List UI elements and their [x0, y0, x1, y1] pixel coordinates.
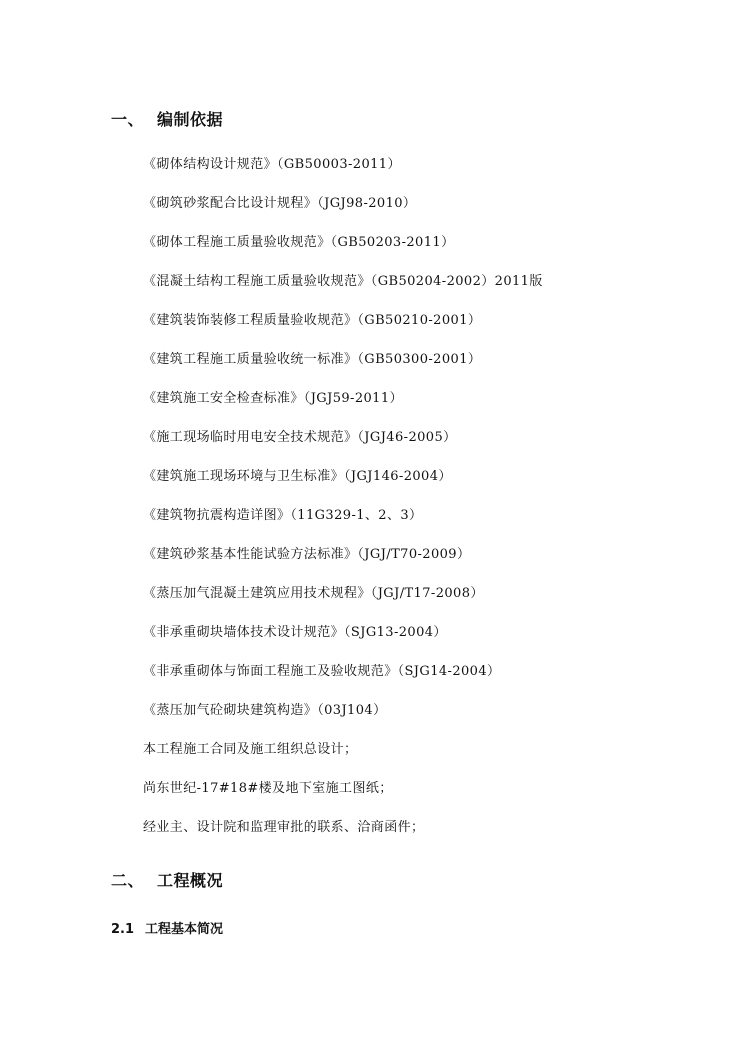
subsection-number: 2.1 — [111, 922, 135, 937]
reference-list — [143, 154, 543, 739]
reference-item: 《混凝土结构工程施工质量验收规范》（GB50204-2002）2011版 — [143, 274, 543, 289]
reference-item: 《建筑装饰装修工程质量验收规范》（GB50210-2001） — [143, 313, 482, 328]
section-title: 工程概况 — [157, 871, 224, 890]
reference-item: 《砌体工程施工质量验收规范》（GB50203-2011） — [143, 235, 455, 250]
reference-item: 《施工现场临时用电安全技术规范》（JGJ46-2005） — [143, 430, 457, 445]
section-heading-overview — [111, 868, 223, 891]
reference-item: 《建筑砂浆基本性能试验方法标准》（JGJ/T70-2009） — [143, 547, 471, 562]
basis-item: 经业主、设计院和监理审批的联系、洽商函件； — [143, 820, 425, 835]
section-number: 二、 — [111, 871, 145, 890]
basis-item: 尚东世纪-17#18#楼及地下室施工图纸； — [143, 781, 393, 796]
section-title: 编制依据 — [157, 110, 224, 129]
reference-item: 《建筑施工安全检查标准》（JGJ59-2011） — [143, 391, 403, 406]
reference-item: 《建筑物抗震构造详图》（11G329-1、2、3） — [143, 508, 423, 523]
other-basis-list — [143, 739, 424, 856]
reference-item: 《蒸压加气混凝土建筑应用技术规程》（JGJ/T17-2008） — [143, 586, 484, 601]
section-heading-basis — [111, 107, 223, 130]
reference-item: 《砌体结构设计规范》（GB50003-2011） — [143, 157, 401, 172]
basis-item: 本工程施工合同及施工组织总设计； — [143, 742, 358, 757]
reference-item: 《建筑工程施工质量验收统一标准》（GB50300-2001） — [143, 352, 482, 367]
reference-item: 《非承重砌块墙体技术设计规范》（SJG13-2004） — [143, 625, 447, 640]
reference-item: 《砌筑砂浆配合比设计规程》（JGJ98-2010） — [143, 196, 417, 211]
subsection-heading — [111, 918, 223, 937]
subsection-title: 工程基本简况 — [145, 922, 224, 937]
reference-item: 《非承重砌体与饰面工程施工及验收规范》（SJG14-2004） — [143, 664, 501, 679]
reference-item: 《建筑施工现场环境与卫生标准》（JGJ146-2004） — [143, 469, 452, 484]
section-number: 一、 — [111, 110, 145, 129]
reference-item: 《蒸压加气砼砌块建筑构造》（03J104） — [143, 703, 387, 718]
